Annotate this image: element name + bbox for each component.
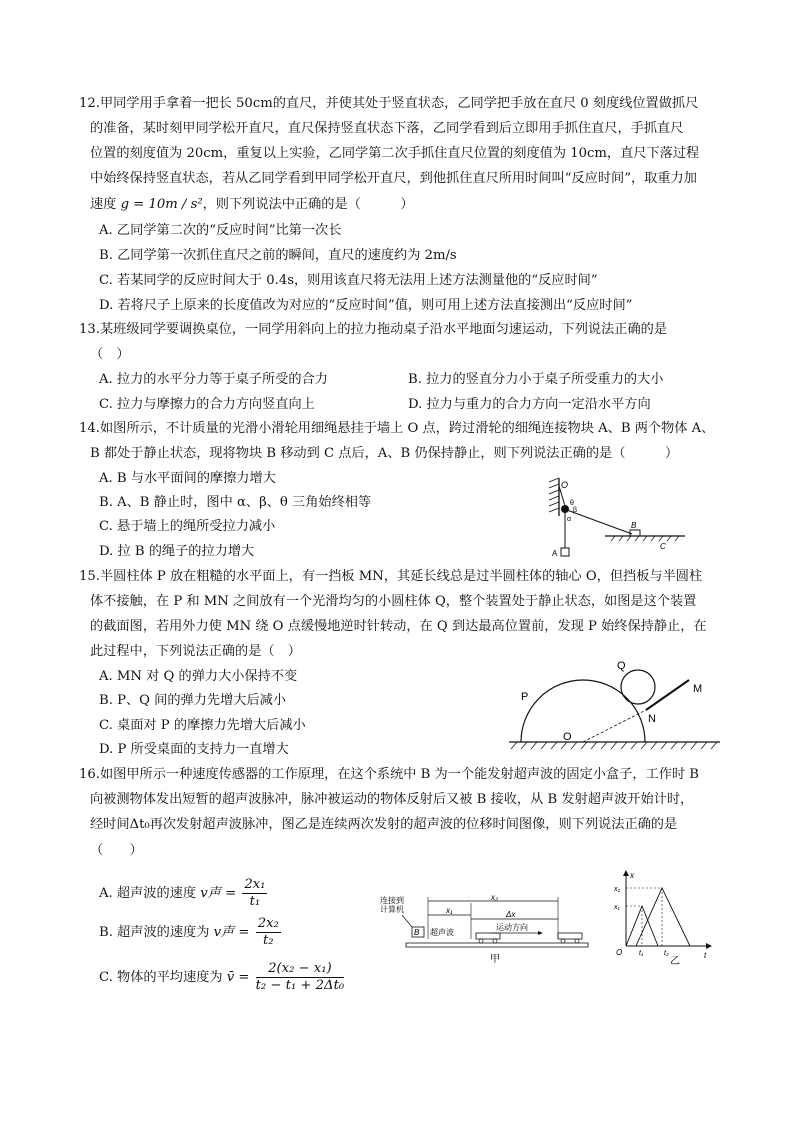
- label-m: M: [693, 683, 703, 695]
- label-alpha: α: [567, 516, 572, 523]
- label-theta: θ: [570, 500, 574, 507]
- q12-line-2: 的准备，某时刻甲同学松开直尺，直尺保持竖直状态下落，乙同学看到后立即用手抓住直尺，手抓直尺: [90, 121, 684, 136]
- q16-b-denominator: t₂: [262, 933, 274, 948]
- cylinder-q: [621, 670, 655, 704]
- q15-option-c: C. 桌面对 P 的摩擦力先增大后减小: [99, 718, 306, 733]
- x-axis-arrow: [623, 870, 629, 876]
- block-a: [561, 548, 569, 556]
- label-dx: Δx: [506, 910, 516, 919]
- label-beta: β: [573, 507, 578, 514]
- q16-a-numerator: 2x₁: [244, 877, 266, 892]
- label-x: x: [630, 871, 634, 880]
- q13-option-d: D. 拉力与重力的合力方向一定沿水平方向: [408, 397, 651, 412]
- q16-c-numerator: 2(x₂ − x₁): [256, 961, 345, 978]
- label-ultrasonic: 超声波: [430, 928, 454, 937]
- q14-option-a: A. B 与水平面间的摩擦力增大: [99, 471, 276, 486]
- q12-text: 速度: [90, 197, 121, 212]
- block-b: [630, 530, 640, 536]
- q16-a-denominator: t₁: [249, 894, 261, 909]
- t-axis-arrow: [706, 943, 712, 949]
- pulley: [561, 505, 569, 513]
- q14-option-b: B. A、B 静止时，图中 α、β、θ 三角始终相等: [99, 495, 372, 510]
- q14-pulley-diagram: [545, 476, 695, 560]
- label-p: P: [521, 691, 529, 703]
- label-x1: x₁: [614, 904, 620, 911]
- q12-line-5: [90, 196, 414, 214]
- q16-b-fraction: [256, 916, 281, 949]
- q14-option-d: D. 拉 B 的绳子的拉力增大: [99, 544, 255, 559]
- q14-line-2: B 都处于静止状态，现将物块 B 移动到 C 点后，A、B 仍保持静止，则下列说法正确的是（ ）: [90, 446, 679, 461]
- q13-option-a: A. 拉力的水平分力等于桌子所受的合力: [99, 372, 328, 387]
- q16-option-a: [99, 877, 269, 911]
- q12-option-a: A. 乙同学第二次的“反应时间”比第一次长: [99, 223, 342, 238]
- label-n: N: [648, 713, 656, 725]
- label-t: t: [704, 951, 707, 960]
- car-2: [558, 933, 582, 939]
- label-direction: 运动方向: [496, 923, 528, 932]
- q15-option-a: A. MN 对 Q 的弹力大小保持不变: [99, 669, 298, 684]
- pulse-2: [636, 888, 690, 946]
- q15-line-4: 此过程中，下列说法正确的是（ ）: [90, 644, 301, 659]
- wheel: [479, 939, 483, 943]
- arrow-head: [538, 931, 543, 935]
- q13-option-b: B. 拉力的竖直分力小于桌子所受重力的大小: [408, 372, 664, 387]
- caption-jia: 甲: [490, 954, 500, 965]
- label-x2: x₂: [491, 893, 499, 902]
- caption-yi: 乙: [670, 956, 680, 966]
- ground-hatch: [611, 536, 679, 541]
- q16-option-b: [99, 916, 283, 950]
- q14-option-c: C. 悬于墙上的绳所受拉力减小: [99, 519, 276, 534]
- cable: [402, 915, 412, 927]
- q12-option-b: B. 乙同学第一次抓住直尺之前的瞬间，直尺的速度约为 2m/s: [99, 248, 457, 263]
- car-1: [476, 933, 500, 939]
- wheel: [575, 939, 579, 943]
- q15-line-2: 体不接触，在 P 和 MN 之间放有一个光滑均匀的小圆柱体 Q，整个装置处于静止状态，如图是这个装置: [90, 594, 697, 609]
- label-b: B: [414, 928, 420, 937]
- q13-line-2: （ ）: [90, 347, 130, 362]
- q15-option-b: B. P、Q 间的弹力先增大后减小: [99, 693, 287, 708]
- wheel: [493, 939, 497, 943]
- label-b: B: [631, 521, 637, 530]
- q15-option-d: D. P 所受桌面的支持力一直增大: [99, 742, 289, 757]
- q15-line-3: 的截面图，若用外力使 MN 绕 O 点缓慢地逆时针转动，在 Q 到达最高位置前，发现 P 始终保持静止，在: [90, 619, 707, 634]
- q15-line-1: 15.半圆柱体 P 放在粗糙的水平面上，有一挡板 MN，其延长线总是过半圆柱体的轴心 O，但挡板与半圆柱: [79, 569, 703, 584]
- q16-c-fraction: [256, 961, 345, 994]
- q16-figure-jia: [378, 893, 600, 969]
- q16-line-3: 经时间Δt₀再次发射超声波脉冲，图乙是连续两次发射的超声波的位移时间图像，则下列说法正确的是: [90, 817, 678, 832]
- label-c: C: [660, 542, 666, 551]
- q12-line-4: 中始终保持竖直状态，若从乙同学看到甲同学松开直尺，到他抓住直尺所用时间叫“反应时间”，取重力加: [90, 171, 697, 186]
- label-t1: t₁: [639, 950, 644, 957]
- q16-b-symbol: v声 =: [213, 925, 250, 940]
- track: [406, 943, 588, 947]
- semicylinder-p: [521, 680, 645, 742]
- q12-option-d: D. 若将尺子上原来的长度值改为对应的“反应时间”值，则可用上述方法直接测出“反应时间”: [99, 298, 633, 313]
- label-q: Q: [617, 660, 626, 672]
- label-x2: x₂: [614, 886, 621, 893]
- q16-option-c: [99, 961, 346, 995]
- q13-option-c: C. 拉力与摩擦力的合力方向竖直向上: [99, 397, 315, 412]
- q12-line-3: 位置的刻度值为 20cm，重复以上实验，乙同学第二次手抓住直尺位置的刻度值为 10cm，直尺下落过程: [90, 146, 700, 161]
- q16-b-text: B. 超声波的速度为: [99, 925, 210, 940]
- wall: [549, 478, 559, 516]
- q16-a-symbol: v声 =: [200, 886, 237, 901]
- q16-a-text: A. 超声波的速度: [99, 886, 197, 901]
- q12-text: ，则下列说法中正确的是（ ）: [202, 197, 414, 212]
- q13-line-1: 13.某班级同学要调换桌位，一同学用斜向上的拉力拖动桌子沿水平地面匀速运动，下列说法正确的是: [79, 322, 668, 337]
- q16-a-fraction: [242, 877, 267, 910]
- q16-b-numerator: 2x₂: [257, 916, 279, 931]
- ground-hatch: [511, 742, 717, 749]
- label-x1: x₁: [446, 906, 453, 915]
- q12-gravity-formula: g = 10m / s²: [120, 197, 203, 212]
- label-computer-line2: 计算机: [380, 905, 404, 914]
- q14-line-1: 14.如图所示，不计质量的光滑小滑轮用细绳悬挂于墙上 O 点，跨过滑轮的细绳连接物块 A、B 两个物体 A、: [79, 421, 715, 436]
- label-t2: t₂: [664, 950, 669, 957]
- extension-line: [583, 710, 646, 742]
- label-o: O: [616, 948, 623, 957]
- label-computer-line1: 连接到: [380, 896, 404, 905]
- q12-option-c: C. 若某同学的反应时间大于 0.4s，则用该直尺将无法用上述方法测量他的“反应时间”: [99, 273, 598, 288]
- q16-line-2: 向被测物体发出短暂的超声波脉冲，脉冲被运动的物体反射后又被 B 接收，从 B 发射超声波开始计时，: [90, 792, 694, 807]
- label-a: A: [552, 549, 558, 558]
- q15-semicylinder-diagram: [505, 652, 725, 758]
- wheel: [561, 939, 565, 943]
- q16-line-4: （ ）: [90, 843, 143, 858]
- q16-c-denominator: t₂ − t₁ + 2Δt₀: [255, 978, 345, 993]
- label-o: O: [561, 480, 569, 490]
- q16-figure-yi: [606, 868, 716, 966]
- q16-c-text: C. 物体的平均速度为: [99, 970, 223, 985]
- q16-c-symbol: v̄ =: [226, 970, 250, 985]
- q12-line-1: 12.甲同学用手拿着一把长 50cm的直尺，并使其处于竖直状态，乙同学把手放在直尺 0 刻度线位置做抓尺: [79, 96, 699, 111]
- q16-line-1: 16.如图甲所示一种速度传感器的工作原理，在这个系统中 B 为一个能发射超声波的固定小盒子，工作时 B: [79, 767, 699, 782]
- label-o: O: [563, 731, 572, 743]
